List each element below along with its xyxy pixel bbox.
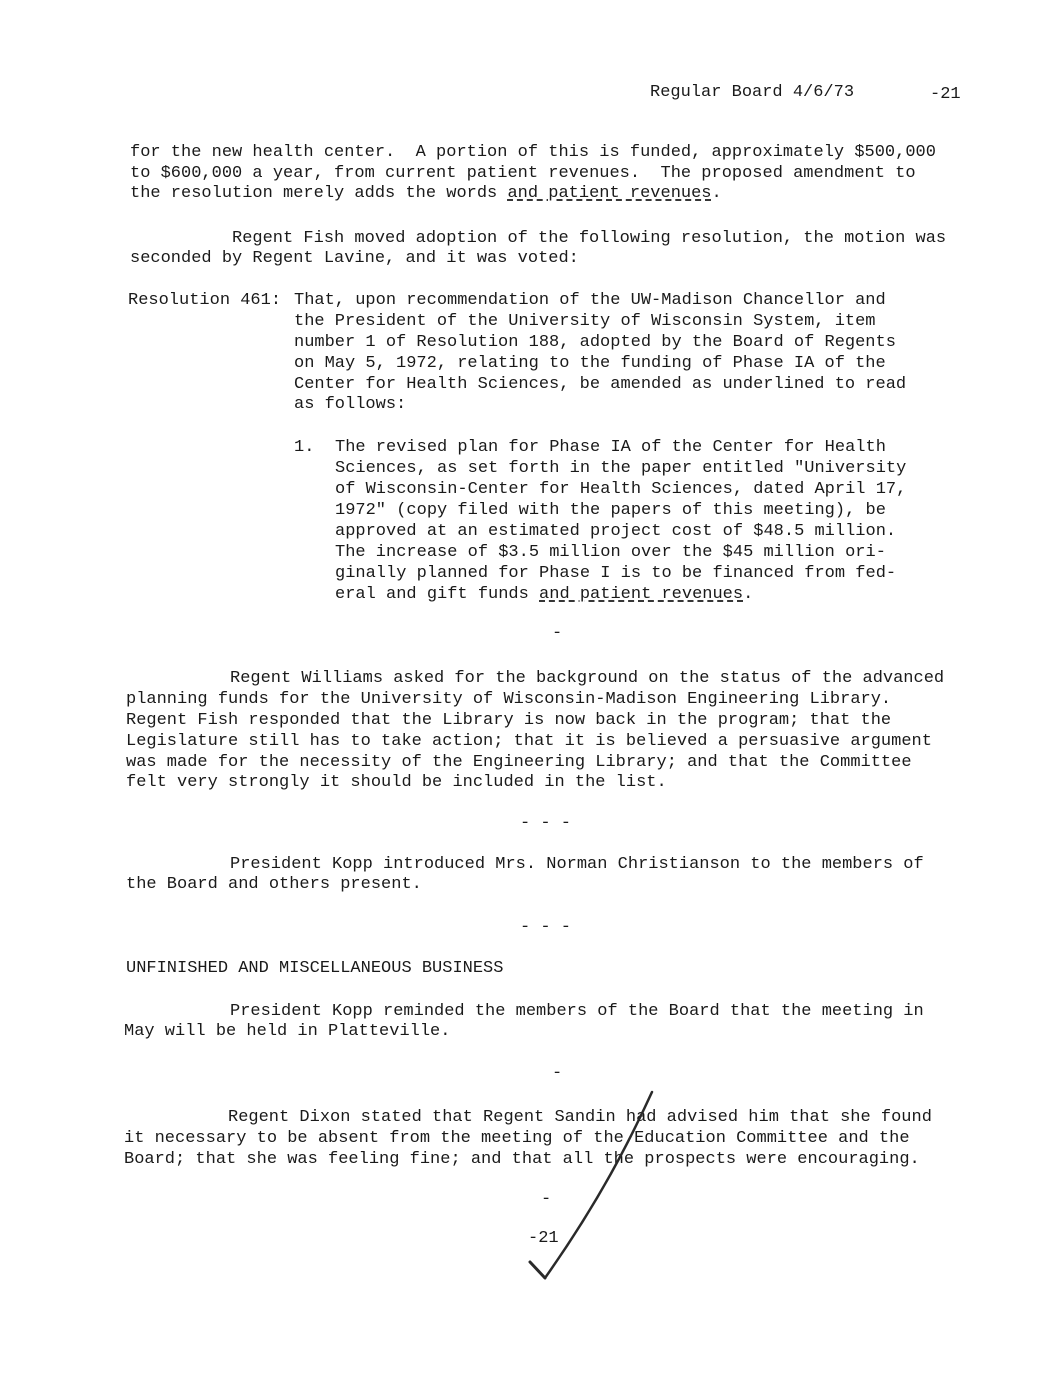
para6-line: Board; that she was feeling fine; and that all the prospects were encouraging. bbox=[124, 1150, 920, 1169]
resolution-line: That, upon recommendation of the UW-Madison Chancellor and bbox=[294, 291, 886, 310]
para3-line: Regent Williams asked for the background on the status of the advanced bbox=[230, 669, 945, 688]
separator-single: - bbox=[552, 1064, 563, 1083]
header-title: Regular Board 4/6/73 bbox=[650, 83, 855, 102]
resolution-item-last-post: . bbox=[743, 585, 754, 604]
para1-line2: to $600,000 a year, from current patient revenues. The proposed amendment to bbox=[130, 164, 916, 183]
para3-line: Regent Fish responded that the Library is now back in the program; that the bbox=[126, 711, 892, 730]
separator-single: - bbox=[552, 624, 563, 643]
resolution-item-line: The increase of $3.5 million over the $45 million ori- bbox=[335, 543, 886, 562]
resolution-line: as follows: bbox=[294, 395, 407, 414]
resolution-label: Resolution 461: bbox=[128, 291, 282, 310]
para1-underlined-text: and patient revenues bbox=[507, 184, 712, 203]
resolution-line: on May 5, 1972, relating to the funding of Phase IA of the bbox=[294, 354, 886, 373]
para1-line3-post: . bbox=[711, 184, 722, 203]
para6-line: it necessary to be absent from the meeting of the Education Committee and the bbox=[124, 1129, 910, 1148]
para2-line1: Regent Fish moved adoption of the following resolution, the motion was bbox=[232, 229, 947, 248]
para4-line1: President Kopp introduced Mrs. Norman Christianson to the members of bbox=[230, 855, 924, 874]
resolution-item-number: 1. bbox=[294, 438, 315, 457]
resolution-item-last-line bbox=[335, 584, 753, 605]
resolution-line: the President of the University of Wisconsin System, item bbox=[294, 312, 876, 331]
resolution-item-last-pre: eral and gift funds bbox=[335, 585, 540, 604]
resolution-underlined-text: and patient revenues bbox=[539, 585, 744, 604]
para5-line1: President Kopp reminded the members of the Board that the meeting in bbox=[230, 1002, 924, 1021]
header-page-number: -21 bbox=[930, 85, 961, 104]
resolution-item-line: The revised plan for Phase IA of the Center for Health bbox=[335, 438, 886, 457]
resolution-line: number 1 of Resolution 188, adopted by the Board of Regents bbox=[294, 333, 896, 352]
para5-line2: May will be held in Platteville. bbox=[124, 1022, 451, 1041]
resolution-line: Center for Health Sciences, be amended as underlined to read bbox=[294, 375, 907, 394]
section-heading: UNFINISHED AND MISCELLANEOUS BUSINESS bbox=[126, 959, 504, 978]
resolution-item-line: of Wisconsin-Center for Health Sciences, dated April 17, bbox=[335, 480, 907, 499]
para1-line3 bbox=[130, 183, 722, 204]
para3-line: Legislature still has to take action; that it is believed a persuasive argument bbox=[126, 732, 932, 751]
resolution-item-line: Sciences, as set forth in the paper entitled "University bbox=[335, 459, 907, 478]
para1-line1: for the new health center. A portion of this is funded, approximately $500,000 bbox=[130, 143, 936, 162]
para2-line2: seconded by Regent Lavine, and it was voted: bbox=[130, 249, 579, 268]
resolution-item-line: 1972" (copy filed with the papers of this meeting), be bbox=[335, 501, 886, 520]
resolution-item-line: approved at an estimated project cost of $48.5 million. bbox=[335, 522, 897, 541]
separator-single: - bbox=[541, 1190, 552, 1209]
separator-triple: - - - bbox=[520, 814, 572, 833]
footer-page-number: -21 bbox=[528, 1229, 559, 1248]
resolution-item-line: ginally planned for Phase I is to be financed from fed- bbox=[335, 564, 897, 583]
para3-line: was made for the necessity of the Engineering Library; and that the Committee bbox=[126, 753, 912, 772]
para6-line: Regent Dixon stated that Regent Sandin had advised him that she found bbox=[228, 1108, 932, 1127]
separator-triple: - - - bbox=[520, 918, 572, 937]
checkmark-tail bbox=[530, 1262, 545, 1278]
para1-line3-pre: the resolution merely adds the words bbox=[130, 184, 508, 203]
para3-line: planning funds for the University of Wisconsin-Madison Engineering Library. bbox=[126, 690, 892, 709]
para4-line2: the Board and others present. bbox=[126, 875, 422, 894]
para3-line: felt very strongly it should be included in the list. bbox=[126, 773, 667, 792]
